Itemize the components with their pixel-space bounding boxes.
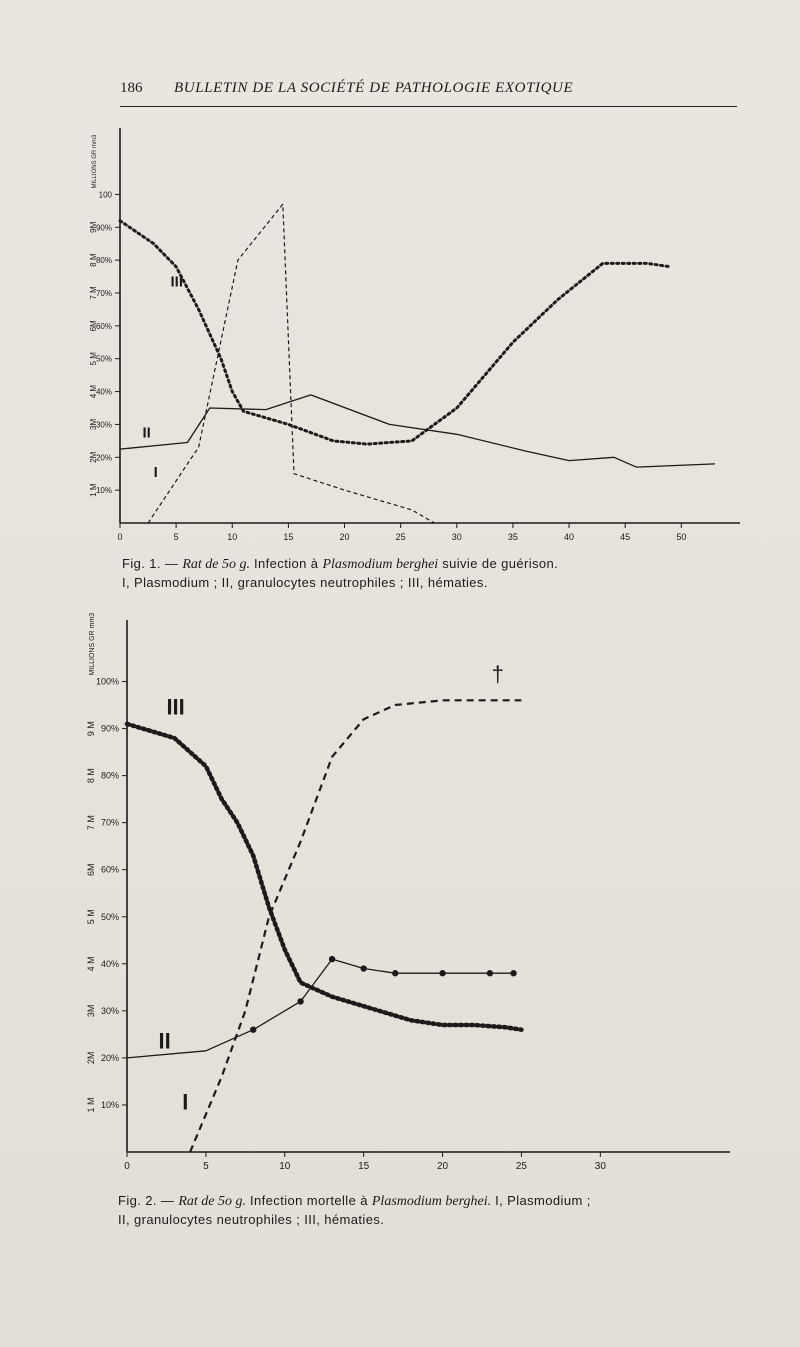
millions-tick-label: 2M <box>89 451 98 463</box>
x-tick-label: 50 <box>676 532 687 542</box>
y-tick-label: 50% <box>95 354 112 364</box>
series-point-II <box>439 970 445 976</box>
x-tick-label: 15 <box>283 532 294 542</box>
y-tick-label: 40% <box>95 387 112 397</box>
series-point-II <box>487 970 493 976</box>
y-tick-label: 30% <box>100 1005 119 1016</box>
series-point-II <box>392 970 398 976</box>
millions-tick-label: 7 M <box>86 815 96 831</box>
figure-2-caption-species: Plasmodium berghei. <box>371 1194 492 1209</box>
millions-tick-label: 6M <box>86 863 96 876</box>
figure-2-chart <box>80 612 740 1180</box>
x-tick-label: 20 <box>339 532 350 542</box>
page-header <box>120 78 740 108</box>
series-point-II <box>297 998 303 1004</box>
figure-1-caption-line-2: I, Plasmodium ; II, granulocytes neutrophiles ; III, hématies. <box>122 575 488 590</box>
y-tick-label: 30% <box>95 420 112 430</box>
figure-2-caption-prefix: Fig. 2. — <box>118 1193 179 1208</box>
millions-tick-label: 9M <box>89 221 98 233</box>
millions-tick-label: 4 M <box>89 384 98 399</box>
y-tick-label: 90% <box>95 223 112 233</box>
figure-1-caption-mid: Infection à <box>250 556 323 571</box>
x-tick-label: 20 <box>436 1161 449 1172</box>
series-label-II: II <box>142 424 151 442</box>
series-point-II <box>250 1026 256 1032</box>
y-unit-label: MILLIONS GR mm3 <box>89 612 96 676</box>
millions-tick-label: 5 M <box>86 909 96 925</box>
series-line-II <box>120 395 715 467</box>
x-tick-label: 10 <box>227 532 238 542</box>
series-label-I: I <box>153 464 158 481</box>
series-line-I <box>190 700 521 1152</box>
x-tick-label: 25 <box>515 1161 528 1172</box>
y-tick-label: 100 <box>98 190 112 200</box>
x-tick-label: 5 <box>173 532 179 542</box>
series-line-I <box>148 204 434 523</box>
y-tick-label: 90% <box>100 723 119 734</box>
figure-2-caption-line-1 <box>118 1192 758 1211</box>
figure-1-caption <box>122 555 762 592</box>
running-title: BULLETIN DE LA SOCIÉTÉ DE PATHOLOGIE EXOTIQUE <box>174 80 574 96</box>
y-tick-label: 10% <box>95 486 112 496</box>
x-tick-label: 35 <box>507 532 518 542</box>
series-point-II <box>360 965 366 971</box>
figure-1-caption-end: suivie de guérison. <box>438 556 559 571</box>
millions-tick-label: 8 M <box>89 253 98 267</box>
y-tick-label: 40% <box>100 958 119 969</box>
y-tick-label: 10% <box>100 1099 119 1110</box>
y-tick-label: 80% <box>100 770 119 781</box>
x-tick-label: 40 <box>564 532 575 542</box>
y-tick-label: 70% <box>95 289 112 298</box>
x-tick-label: 30 <box>451 532 462 542</box>
millions-tick-label: 4 M <box>86 956 96 972</box>
millions-tick-label: 9 M <box>86 721 96 737</box>
series-label-II: II <box>158 1028 171 1054</box>
series-line-III <box>127 724 521 1030</box>
y-tick-label: 60% <box>95 321 112 331</box>
figure-2-caption-italic: Rat de 5o g. <box>178 1194 247 1209</box>
x-tick-label: 0 <box>117 532 123 542</box>
x-tick-label: 45 <box>620 532 631 542</box>
y-tick-label: 80% <box>95 256 112 266</box>
figure-1-caption-line-1 <box>122 555 762 574</box>
page-number: 186 <box>120 80 143 96</box>
figure-2-caption <box>118 1192 758 1229</box>
millions-tick-label: 6M <box>89 320 98 332</box>
x-tick-label: 25 <box>395 532 406 542</box>
x-tick-label: 30 <box>594 1161 606 1172</box>
figure-1-caption-prefix: Fig. 1. — <box>122 556 183 571</box>
y-tick-label: 50% <box>100 911 119 922</box>
x-tick-label: 0 <box>124 1161 130 1172</box>
y-tick-label: 70% <box>100 817 119 828</box>
series-label-III: III <box>170 273 184 291</box>
millions-tick-label: 5 M <box>89 352 98 366</box>
millions-tick-label: 3M <box>89 418 98 430</box>
y-tick-label: 20% <box>100 1052 119 1063</box>
figure-1-caption-species: Plasmodium berghei <box>322 557 439 572</box>
y-tick-label: 20% <box>95 453 112 463</box>
series-line-III <box>120 221 670 444</box>
millions-tick-label: 7 M <box>89 286 98 300</box>
series-point-II <box>510 970 516 976</box>
millions-tick-label: 1 M <box>86 1097 96 1113</box>
header-rule <box>120 106 737 107</box>
series-label-III: III <box>166 694 185 720</box>
millions-tick-label: 2M <box>86 1051 96 1065</box>
millions-tick-label: 8 M <box>86 768 96 784</box>
x-tick-label: 15 <box>358 1161 370 1172</box>
series-line-II <box>127 959 514 1058</box>
x-tick-label: 10 <box>279 1161 291 1172</box>
figure-2-caption-line-2: II, granulocytes neutrophiles ; III, hématies. <box>118 1212 385 1227</box>
figure-2-caption-end: I, Plasmodium ; <box>491 1193 591 1208</box>
y-unit-label: MILLIONS GR mm3 <box>92 134 98 189</box>
series-label-I: I <box>182 1089 189 1115</box>
y-tick-label: 100% <box>95 676 119 687</box>
figure-1-chart <box>89 128 750 548</box>
death-marker: † <box>491 661 504 687</box>
figure-1-caption-italic: Rat de 5o g. <box>182 557 251 572</box>
y-tick-label: 60% <box>100 864 119 875</box>
millions-tick-label: 1 M <box>89 483 98 497</box>
x-tick-label: 5 <box>203 1161 209 1172</box>
figure-2-caption-mid: Infection mortelle à <box>246 1193 372 1208</box>
series-point-II <box>329 956 335 962</box>
millions-tick-label: 3M <box>86 1004 96 1018</box>
